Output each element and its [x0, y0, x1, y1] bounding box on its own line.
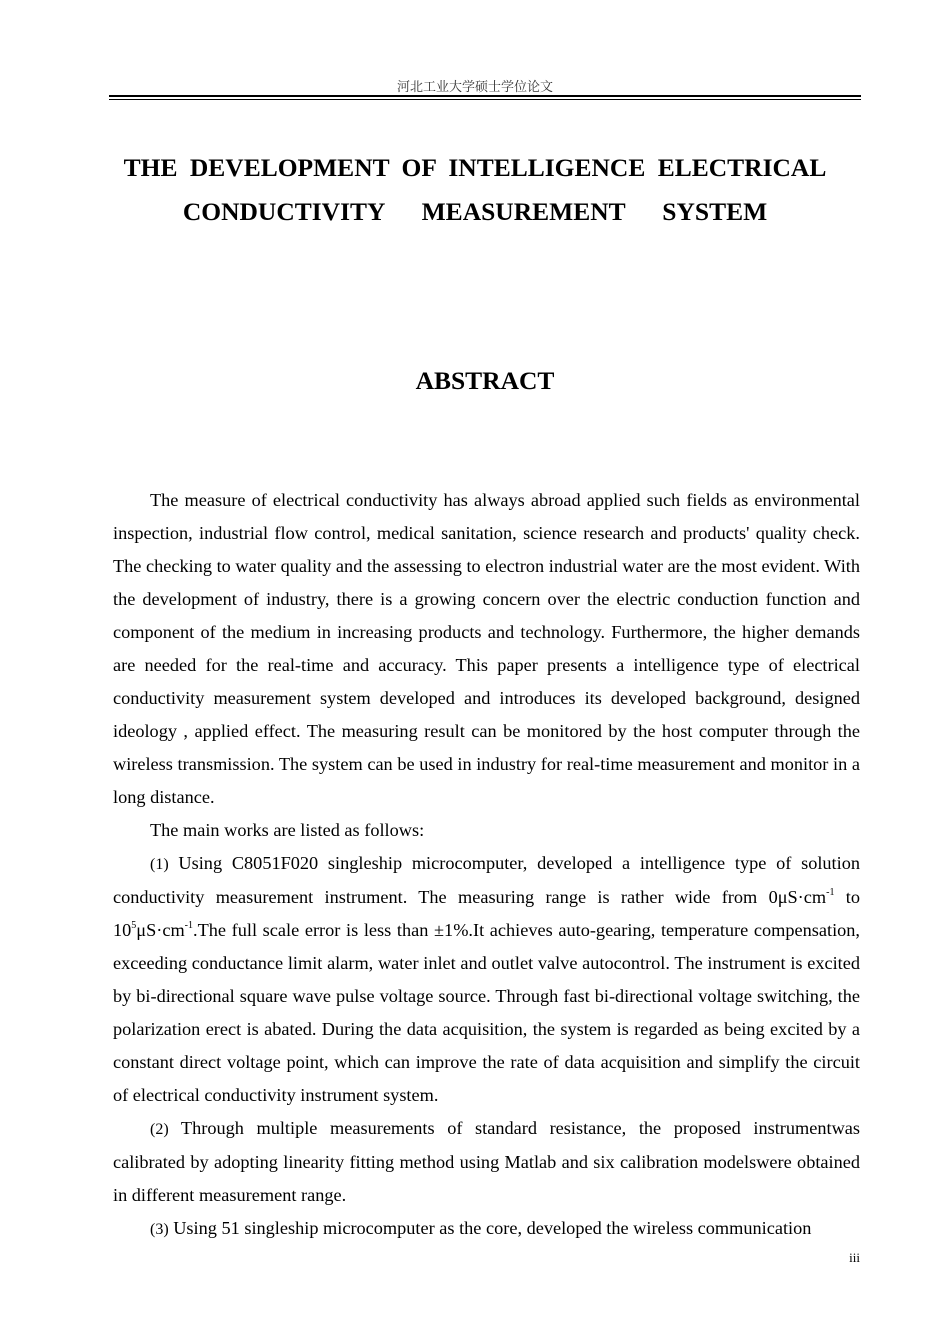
- list-item-1: [113, 847, 860, 1112]
- title-line-2: CONDUCTIVITY MEASUREMENT SYSTEM: [182, 197, 768, 226]
- page-number: iii: [849, 1250, 860, 1265]
- list-item-3: [113, 1212, 860, 1246]
- header-rule-thick: [109, 95, 861, 97]
- text-segment: Through multiple measurements of standard resistance, the proposed instrumentwas calibrated by adopting linearity fitting method using Matlab and six calibration modelswere obtained in different measurement range.: [113, 1118, 860, 1205]
- text-segment: .The full scale error is less than ±1%.It achieves auto-gearing, temperature compensation, exceeding conductance limit alarm, water inlet and outlet valve autocontrol. The instrument is excited by bi-directional square wave pulse voltage source. Through fast bi-directional voltage switching, the polarization erect is abated. During the data acquisition, the system is regarded as being excited by a constant direct voltage point, which can improve the rate of data acquisition and simplify the circuit of electrical conductivity instrument system.: [113, 920, 860, 1105]
- text-segment: μS·cm: [136, 920, 185, 940]
- abstract-body: [113, 484, 860, 1246]
- text-segment: Using 51 singleship microcomputer as the core, developed the wireless communication: [168, 1218, 812, 1238]
- header-rule-thin: [109, 99, 861, 100]
- superscript: -1: [826, 887, 835, 898]
- paragraph-intro: The measure of electrical conductivity has always abroad applied such fields as environmental inspection, industrial flow control, medical sanitation, science research and products' quality check. The checking to water quality and the assessing to electron industrial water are the most evident. With the development of industry, there is a growing concern over the electric conduction function and component of the medium in increasing products and technology. Furthermore, the higher demands are needed for the real-time and accuracy. This paper presents a intelligence type of electrical conductivity measurement system developed and introduces its developed background, designed ideology , applied effect. The measuring result can be monitored by the host computer through the wireless transmission. The system can be used in industry for real-time measurement and monitor in a long distance.: [113, 490, 860, 807]
- title-line-1: THE DEVELOPMENT OF INTELLIGENCE ELECTRICAL: [123, 153, 827, 182]
- text-segment: Using C8051F020 singleship microcomputer, developed a intelligence type of solution conductivity measurement instrument. The measuring range is rather wide from 0μS·cm: [113, 853, 860, 907]
- list-item-2: [113, 1112, 860, 1212]
- abstract-heading: ABSTRACT: [415, 366, 555, 395]
- item-number: (2): [150, 1121, 169, 1138]
- paragraph-main-works: The main works are listed as follows:: [150, 820, 425, 840]
- item-number: (3): [150, 1221, 169, 1238]
- superscript: 5: [131, 920, 137, 931]
- item-number: (1): [150, 856, 169, 873]
- superscript: -1: [184, 920, 194, 931]
- running-header: 河北工业大学硕士学位论文: [396, 80, 553, 95]
- thesis-title: [0, 146, 950, 234]
- text-segment: to 10: [113, 887, 860, 940]
